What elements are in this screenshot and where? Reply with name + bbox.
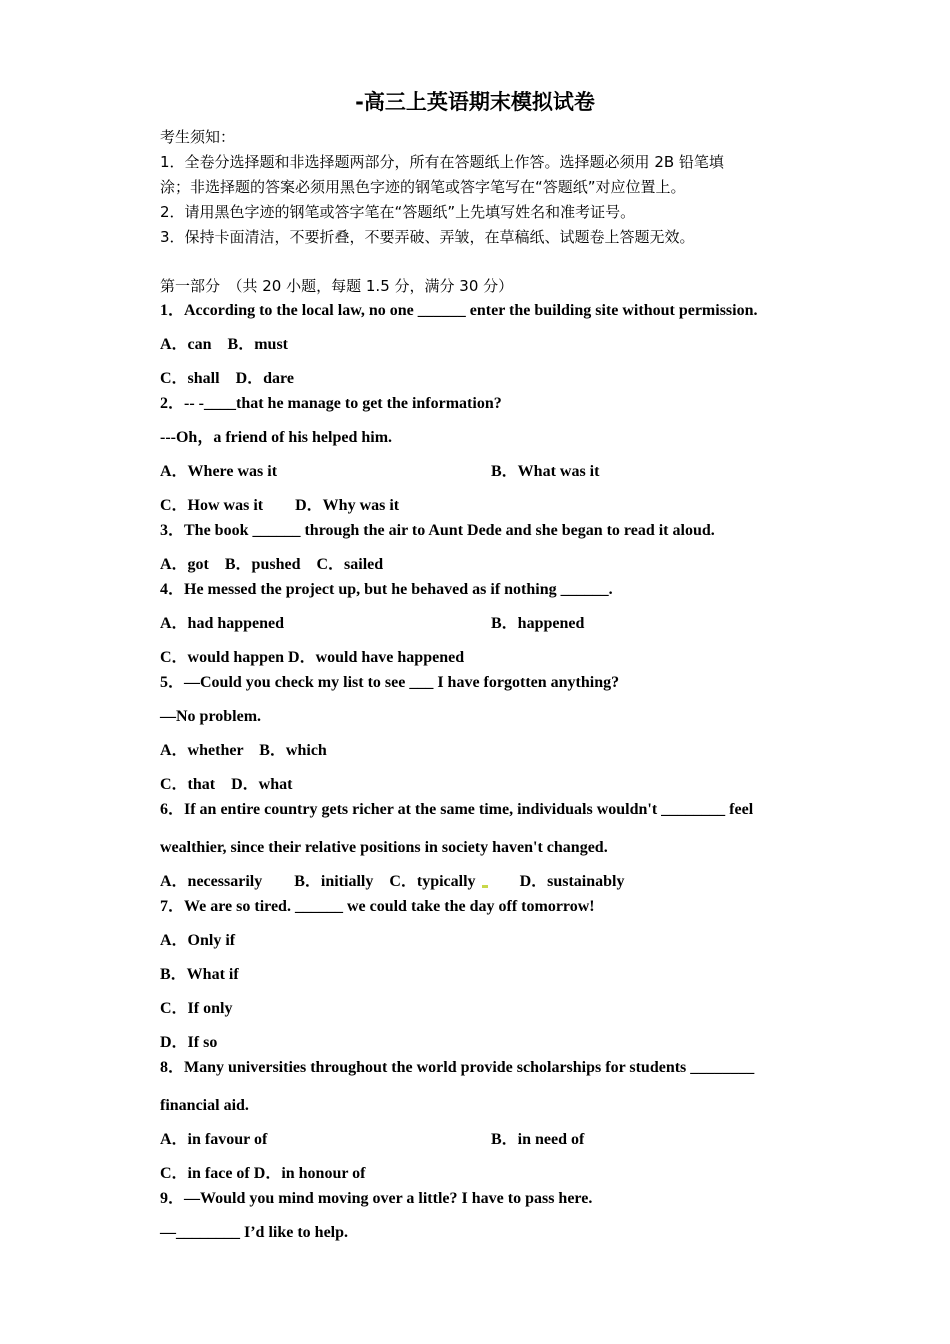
page-title: -高三上英语期末模拟试卷 <box>355 90 595 114</box>
option-b: B．What if <box>160 966 239 983</box>
answer-options: A．got B．pushed C．sailed <box>160 556 384 573</box>
question-stem-cont: financial aid. <box>160 1097 249 1114</box>
question-stem: 6．If an entire country gets richer at the same time, individuals wouldn't ________ feel <box>160 801 754 818</box>
question-stem-reply: —________ I’d like to help. <box>160 1224 349 1241</box>
option-d: D．If so <box>160 1034 218 1051</box>
notice-line: 2．请用黑色字迹的钢笔或答字笔在“答题纸”上先填写姓名和准考证号。 <box>160 203 636 221</box>
question-stem-cont: wealthier, since their relative positions in society haven't changed. <box>160 839 608 856</box>
question-stem-reply: ---Oh，a friend of his helped him. <box>160 429 393 446</box>
answer-options: C．shall D．dare <box>160 370 294 387</box>
option-b: B．in need of <box>491 1131 585 1148</box>
option-d: D．sustainably <box>519 873 625 890</box>
notice-line: 1．全卷分选择题和非选择题两部分，所有在答题纸上作答。选择题必须用 2B 铅笔填 <box>160 153 724 171</box>
option-a: A．in favour of <box>160 1131 268 1148</box>
option-a: A．Only if <box>160 932 236 949</box>
question-stem: 1．According to the local law, no one ______ enter the building site without permission. <box>160 302 758 319</box>
question-stem: 4．He messed the project up, but he behaved as if nothing ______. <box>160 581 613 598</box>
option-b: B．happened <box>491 615 585 632</box>
question-stem: 7．We are so tired. ______ we could take the day off tomorrow! <box>160 898 595 915</box>
answer-options: C．How was it D．Why was it <box>160 497 400 514</box>
question-stem: 3．The book ______ through the air to Aunt Dede and she began to read it aloud. <box>160 522 715 539</box>
answer-options: C．in face of D．in honour of <box>160 1165 366 1182</box>
answer-options: C．would happen D．would have happened <box>160 649 465 666</box>
answer-options <box>160 462 277 482</box>
option-b: B．What was it <box>491 463 600 480</box>
question-stem: 2．-- -____that he manage to get the information? <box>160 395 502 412</box>
question-stem: 8．Many universities throughout the world provide scholarships for students ________ <box>160 1059 755 1076</box>
notice-line: 3．保持卡面清洁，不要折叠，不要弄破、弄皱，在草稿纸、试题卷上答题无效。 <box>160 228 695 246</box>
question-stem-reply: —No problem. <box>160 708 262 725</box>
option-a: A．Where was it <box>160 463 278 480</box>
answer-options <box>160 872 625 892</box>
option-a: A．had happened <box>160 615 285 632</box>
section-heading: 第一部分 （共 20 小题，每题 1.5 分，满分 30 分） <box>160 277 514 295</box>
answer-options: A．whether B．which <box>160 742 327 759</box>
answer-options: C．that D．what <box>160 776 293 793</box>
notice-heading: 考生须知： <box>160 128 236 146</box>
answer-options: A．can B．must <box>160 336 289 353</box>
question-stem: 9．—Would you mind moving over a little? I have to pass here. <box>160 1190 593 1207</box>
options-a-c: A．necessarily B．initially C．typically <box>160 873 476 890</box>
question-stem: 5．—Could you check my list to see ___ I have forgotten anything? <box>160 674 620 691</box>
highlight-mark <box>482 885 488 888</box>
notice-line: 涂；非选择题的答案必须用黑色字迹的钢笔或答字笔写在“答题纸”对应位置上。 <box>160 178 686 196</box>
option-c: C．If only <box>160 1000 233 1017</box>
